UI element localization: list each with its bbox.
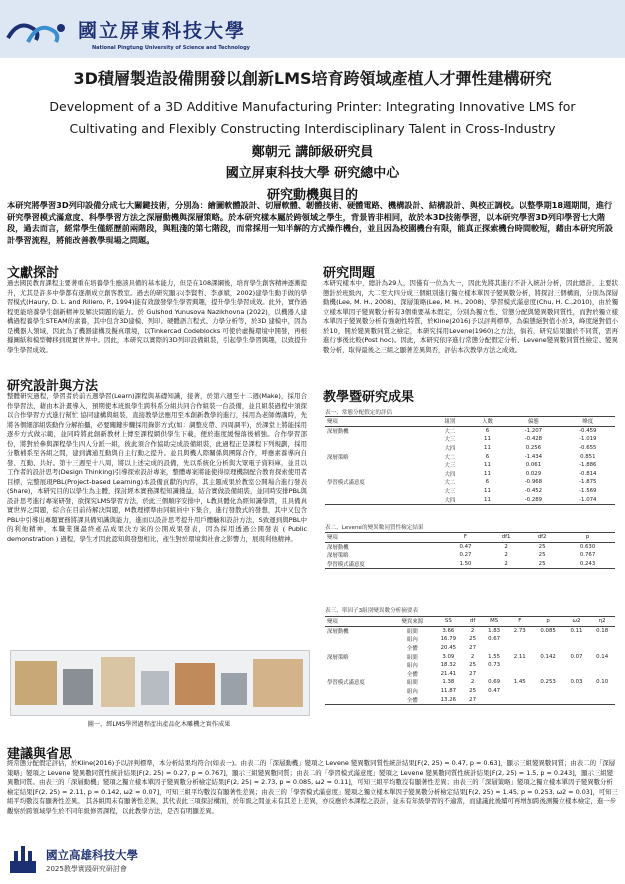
table-cell: 2 bbox=[470, 679, 475, 686]
table-cell: 11 bbox=[484, 436, 491, 443]
table-cell: 深層策略 bbox=[327, 454, 349, 461]
table-cell bbox=[564, 661, 590, 670]
motivation-heading: 研究動機與目的 bbox=[266, 188, 358, 203]
table-cell: -1.569 bbox=[579, 488, 597, 495]
methods-heading: 研究設計與方法 bbox=[7, 379, 99, 394]
table-row bbox=[325, 542, 615, 551]
table-cell bbox=[325, 687, 392, 696]
table-cell: 全體 bbox=[406, 646, 418, 653]
table-row bbox=[325, 452, 615, 461]
table-row bbox=[325, 626, 615, 635]
table-cell: 組間 bbox=[406, 680, 418, 687]
table-cell: 0.142 bbox=[540, 653, 556, 660]
table-cell bbox=[533, 695, 564, 704]
table-row bbox=[325, 661, 615, 670]
literature-heading: 文獻探討 bbox=[7, 266, 60, 281]
table3-header-cell: F bbox=[518, 618, 522, 625]
table-cell: 學習模式滿意度 bbox=[327, 680, 365, 687]
table-row bbox=[325, 478, 615, 487]
table-cell: 0.243 bbox=[579, 561, 596, 568]
table-cell bbox=[533, 644, 564, 653]
table-cell: 0.085 bbox=[540, 627, 556, 634]
table-cell: 組內 bbox=[406, 637, 418, 644]
table-cell: 0.03 bbox=[570, 679, 583, 686]
table-cell: 大三 bbox=[444, 489, 456, 496]
table-cell: 組間 bbox=[406, 628, 418, 635]
motivation-text: 本研究將學習3D列印設備分成七大關鍵技術，分別為：繪圖軟體設計、切層軟體、韌體技術、硬體電路、機構設計、結構設計、與校正調校。以整學期18週期間，進行研究學習模式滿意度、科學學習方法之深層動機與深層策略。於本研究樣本屬於跨領域之學生，背景皆非相同，故於本3D技術學習，以本研究學習3D列印學習七大階段，過去而言，經常學生僅經歷前兩階段，與粗淺的第七階段，而常採用一知半解的方式操作機台，並且因為校園機台有限，能真正探索機台時間較短，藉由本研究所設計學習流程，將能改善教學現場之問題。 bbox=[7, 200, 613, 245]
table-cell bbox=[507, 661, 533, 670]
table-cell: 3.66 bbox=[442, 627, 455, 634]
table-cell: 大四 bbox=[444, 497, 456, 504]
table-row bbox=[325, 551, 615, 560]
table-cell bbox=[481, 670, 507, 679]
table-cell: 0.851 bbox=[580, 453, 596, 460]
table-cell bbox=[533, 687, 564, 696]
table-cell: 0.630 bbox=[579, 543, 596, 550]
table-cell: 組內 bbox=[406, 689, 418, 696]
table-cell: -1.074 bbox=[579, 496, 597, 503]
table-cell: 16.79 bbox=[440, 636, 457, 643]
table-cell: -0.968 bbox=[524, 479, 543, 486]
table2-header-cell: df2 bbox=[537, 534, 547, 541]
table-row bbox=[325, 495, 615, 504]
table-cell: -1.207 bbox=[524, 427, 543, 434]
table-cell bbox=[533, 661, 564, 670]
table1-header-cell: 變項 bbox=[327, 419, 338, 426]
table-row bbox=[325, 435, 615, 444]
table-cell: 25 bbox=[469, 662, 477, 669]
figure-photo-product-collage bbox=[10, 650, 310, 716]
table-cell bbox=[325, 635, 392, 644]
footer-university-name: 國立高雄科技大學 bbox=[46, 848, 138, 862]
table-cell bbox=[533, 670, 564, 679]
table-cell: -0.814 bbox=[579, 470, 597, 477]
table-cell bbox=[589, 644, 615, 653]
table-cell: 2.73 bbox=[513, 627, 526, 634]
table-row bbox=[325, 560, 615, 569]
table-cell: 2 bbox=[504, 543, 508, 550]
table-cell: 大二 bbox=[444, 480, 456, 487]
table-row bbox=[325, 687, 615, 696]
table2-header-cell: F bbox=[463, 534, 468, 541]
table-cell: 0.253 bbox=[540, 679, 556, 686]
table-cell bbox=[589, 661, 615, 670]
table-cell bbox=[325, 487, 431, 496]
table-cell: 11 bbox=[484, 462, 491, 469]
table-cell: 27 bbox=[469, 670, 477, 677]
table-cell bbox=[589, 635, 615, 644]
table1-header-cell: 組別 bbox=[444, 419, 456, 426]
table3-header-cell: SS bbox=[444, 618, 452, 625]
normality-table bbox=[325, 416, 615, 505]
table-cell: 0.11 bbox=[570, 627, 583, 634]
table1-header-cell: 人數 bbox=[482, 419, 493, 426]
footer-university-logo-icon bbox=[8, 843, 38, 875]
table-cell: 0.27 bbox=[459, 552, 472, 559]
table-cell: 0.67 bbox=[488, 636, 501, 643]
table-cell: 2 bbox=[470, 653, 475, 660]
table-row bbox=[325, 670, 615, 679]
table-row bbox=[325, 635, 615, 644]
table-cell bbox=[507, 670, 533, 679]
table-cell: 深層策略 bbox=[327, 553, 349, 560]
table3-header-cell: p bbox=[546, 618, 550, 625]
table-row bbox=[325, 461, 615, 470]
table-row bbox=[325, 644, 615, 653]
table-cell bbox=[325, 470, 431, 479]
questions-text: 本研究樣本中，總計為29人，因僅有一位為大一，因此先將其進行不計入統計分析，因此總計，主要狀態針於班級內，大二至大四分成三個組別進行獨立樣本單因子變異數分析，將探討三個構面，分別為深層動機(Lee, M. H., 2008)、深層策略(Lee, M. H., 2008)、學習模式滿意度(Chu, H. C.,2010)，由於獨立樣本單因子變異數分析有3個重要基本假定，分別為獨立性、常態分配與變異數同質性，而對於獨立樣本單因子變異數分析有強韌性特質，於Kline(2016)予以評判標準，為偏態絕對值小於3，峰度絕對值小於10，開於變異數同質之檢定，本研究採用Levene(1960)之方法，倘若，研究結果顯於不同質，需再進行事後比較(Post hoc)。因此，本研究依序進行常態分配假定分析、Levene變異數同質性檢定、變異數分析，取得最後之三組之顯著差異與否，評估本次教學方法之成效。 bbox=[323, 279, 618, 354]
table1-header-cell: 峰度 bbox=[582, 419, 594, 426]
table-cell bbox=[325, 661, 392, 670]
table1-header-cell: 偏態 bbox=[528, 419, 539, 426]
table-cell: 25 bbox=[469, 636, 477, 643]
table-cell: -0.459 bbox=[579, 427, 597, 434]
table-cell: 0.73 bbox=[488, 662, 501, 669]
table-cell: 0.18 bbox=[596, 627, 609, 634]
table-cell: 深層策略 bbox=[327, 654, 349, 661]
table-cell: 18.32 bbox=[440, 662, 457, 669]
table-cell: 2 bbox=[504, 561, 508, 568]
poster-title-zh: 3D積層製造設備開發以創新LMS培育跨領域產植人才彈性建構研究 bbox=[73, 69, 552, 88]
table-cell: 大四 bbox=[444, 471, 456, 478]
table-cell: 大三 bbox=[444, 437, 456, 444]
table-cell: 21.41 bbox=[440, 670, 457, 677]
table-cell: -0.428 bbox=[524, 436, 543, 443]
table-cell: 25 bbox=[538, 543, 546, 550]
table-cell bbox=[325, 670, 392, 679]
table-cell: -0.452 bbox=[524, 488, 543, 495]
footer-conference: 2025教學實踐研究研討會 bbox=[46, 865, 127, 873]
methods-text: 整體研究過程，學習者於前五週學習(Learn)課程與基礎知識，接著，於第六週至十二週(Make)，採用合作學習法，藉由本計畫導入，預期使本班級學生跨科系分組共同合作組裝一台設備，並且組裝過程中須探以合作學習方式進行幫忙 協同建構與組裝，直接教學法應用至本創新教學的進行，採用為老師傳講時，先將各個細部組裝動作分解拍攝，必要關鍵步驟採用錄影方式(如：調整皮帶、四周調平)，於課堂上將能採用逐步方式做示範，並同時將此創新教材上傳至課程網供學生下載，便於進度緩慢落後補強。合作學習部份，將對於參與課程學生四人分派一組，彼此須合作協助完成設備組裝，此過程正是課程下列規劃，採用分數補系至各組之間，建到溝通互動與自主行動之提升。並且與機人際關係與團隊合作，呼應素養導向自發、互動、共好。第十三週至十八周，將以上述完成的設備，先以系統化分析與大眾電子資料庫，並且以工作者的設計思考(Design Thinking)引導探索設計專案，整體專案將能使得原理機制配合教育探索使用者目標，完整展現PBL(Project-based Learning)本設備貢獻的內容，其主題成果於教室公開場合進行發表(Share)，本研究目的以學生為主體，探討經本實務課程知識獲益，結合實做設備組裝，並同時安排PBL與設計思考進行專案研發，欲探究LMS學習方法，於此三個順序安排中，L教具體化為經知識學習，且具備真實世界之問題，綜合在目前待解決問題，M教理標準由同組員中下集合，進行發散式的發想，其中又包含PBL中引導出專題實務將課具備知識與能力，進而以設計思考提升用戶體驗和設計方法，S致運到與PBL中的利他精神，本職業獲最終產品成果決方案的公開成果發表，因為採用透過公開發表 ( Public demonstration ) 過程，學生才因此認知與發想相比，產生對於環境與社會之影響力，展現利他精神。 bbox=[7, 392, 307, 543]
table-cell bbox=[325, 461, 431, 470]
literature-text: 過去國民教育課程主要著重在培養學生應該具備的基本能力，但是在108課綱後，培育學生創客精神逐漸提升，尤其是許多中學都有逐漸成立創客教室。過去的研究顯示(李賢哲、李彥斌，2002)建學生動手做的學習模式(Haury, D. L. and Rillero, P., 1994)能有效激發學生學習興趣，提升學生學習成效。此外，實作過程更能培養學生創新精神及解決問題的能力。於 Gulshod Yunusova Nazikhovna (2022)，以機器人建構過程養學生STEAM的素養，其中包含3D建模、列印、硬體語言程式、力學分析等，於3D 建模中，因為是機器人領域，因此為了機器建構及擬真環境，以Tinkercad Codeblocks 可使於虛擬環境中開發，再根據圖紙和模型轉移到現實世界中。因此，本研究以實際的3D列印設備組裝，引起學生學習興趣，以致提升學生學習成效。 bbox=[7, 279, 307, 354]
table-cell bbox=[507, 644, 533, 653]
table-row bbox=[325, 678, 615, 687]
table-cell bbox=[533, 635, 564, 644]
table-cell: 27 bbox=[469, 645, 477, 652]
table-cell bbox=[589, 695, 615, 704]
table-cell: 大二 bbox=[444, 428, 456, 435]
table-row bbox=[325, 426, 615, 435]
table-cell: 25 bbox=[469, 688, 477, 695]
table-row bbox=[325, 444, 615, 453]
table3-caption: 表三、單因子3組別變異數分析摘要表 bbox=[325, 608, 419, 614]
table2-header-cell: 變項 bbox=[327, 535, 338, 542]
table-cell bbox=[325, 435, 431, 444]
table-cell: 25 bbox=[538, 552, 546, 559]
table-cell: -1.886 bbox=[579, 462, 597, 469]
header-university-english: National Pingtung University of Science and Technology bbox=[92, 45, 250, 51]
table3-header-cell: η2 bbox=[598, 618, 606, 625]
table-cell bbox=[507, 635, 533, 644]
table-cell: 全體 bbox=[406, 671, 418, 678]
table-cell bbox=[564, 695, 590, 704]
table-cell: 1.38 bbox=[442, 679, 455, 686]
poster-title-en-line1: Development of a 3D Additive Manufacturing Printer: Integrating Innovative LMS for bbox=[49, 99, 576, 114]
figure-caption: 圖一、經LMS學習過程產出產品化木雕機之實作成果 bbox=[87, 721, 231, 728]
table-cell bbox=[564, 670, 590, 679]
table-cell bbox=[507, 687, 533, 696]
table-cell: 11 bbox=[484, 488, 491, 495]
table-row bbox=[325, 652, 615, 661]
table-cell: -1.434 bbox=[524, 453, 543, 460]
table-cell: 2 bbox=[470, 627, 475, 634]
table-cell bbox=[481, 644, 507, 653]
table-cell: 0.69 bbox=[488, 679, 501, 686]
table-cell: 1.83 bbox=[488, 627, 501, 634]
results-heading: 教學暨研究成果 bbox=[323, 390, 415, 405]
table-cell: 0.767 bbox=[579, 552, 596, 559]
table-cell bbox=[564, 635, 590, 644]
table-cell: 6 bbox=[485, 453, 490, 460]
table-cell: 學習模式滿意度 bbox=[327, 562, 365, 569]
table-cell: 全體 bbox=[406, 697, 418, 704]
table-cell bbox=[325, 444, 431, 453]
table-cell: 20.45 bbox=[440, 645, 457, 652]
table-cell: -1.875 bbox=[579, 479, 597, 486]
table-cell: 0.10 bbox=[596, 679, 609, 686]
suggestions-heading: 建議與省思 bbox=[7, 747, 73, 762]
table-cell bbox=[564, 644, 590, 653]
questions-heading: 研究問題 bbox=[323, 266, 376, 281]
table2-header-cell: df1 bbox=[501, 534, 511, 541]
table-cell: 6 bbox=[485, 427, 490, 434]
table3-header-cell: 變異來源 bbox=[401, 619, 424, 626]
poster-author: 鄭朝元 講師級研究員 bbox=[251, 145, 374, 160]
table-cell: 1.50 bbox=[459, 561, 472, 568]
table-row bbox=[325, 695, 615, 704]
table-cell: 25 bbox=[538, 561, 546, 568]
table-cell: 2 bbox=[504, 552, 508, 559]
table-cell bbox=[589, 670, 615, 679]
table-cell: 11 bbox=[484, 470, 491, 477]
table-cell: 6 bbox=[485, 479, 490, 486]
table-cell: 0.47 bbox=[488, 688, 501, 695]
table-cell: 1.45 bbox=[513, 679, 526, 686]
table-cell: -0.655 bbox=[579, 445, 597, 452]
table-cell: 深層動機 bbox=[327, 428, 349, 435]
table3-header-cell: MS bbox=[490, 618, 499, 625]
table-cell: 組內 bbox=[406, 663, 418, 670]
table-cell: 大四 bbox=[444, 446, 456, 453]
table-cell: 大三 bbox=[444, 463, 456, 470]
table-cell: 3.09 bbox=[442, 653, 455, 660]
table-cell bbox=[589, 687, 615, 696]
table-cell: 11.87 bbox=[440, 688, 457, 695]
table-cell: 學習模式滿意度 bbox=[327, 480, 365, 487]
table-cell: 27 bbox=[469, 696, 477, 703]
table-cell bbox=[325, 695, 392, 704]
table-row bbox=[325, 470, 615, 479]
table-cell: 0.07 bbox=[570, 653, 583, 660]
poster-institution: 國立屏東科技大學 研究總中心 bbox=[225, 166, 400, 181]
table3-header-cell: ω2 bbox=[572, 618, 581, 625]
table2-header-cell: p bbox=[585, 534, 590, 541]
poster-title-en-line2: Cultivating and Flexibly Constructing Interdisciplinary Talent in Cross-Industry bbox=[69, 121, 556, 136]
table-cell: -0.289 bbox=[524, 496, 543, 503]
table-cell: 0.47 bbox=[459, 543, 472, 550]
anova-table bbox=[325, 616, 615, 705]
table3-header-cell: 變項 bbox=[327, 619, 338, 626]
table-cell: -1.019 bbox=[579, 436, 597, 443]
table-cell: 13.26 bbox=[440, 696, 457, 703]
table-cell: 2.11 bbox=[513, 653, 526, 660]
table-cell: 0.14 bbox=[596, 653, 609, 660]
table3-header-cell: df bbox=[469, 618, 476, 625]
table-cell: 深層動機 bbox=[327, 544, 349, 551]
university-logo-icon bbox=[6, 16, 68, 46]
table-cell: 11 bbox=[484, 496, 491, 503]
levene-table bbox=[325, 532, 615, 569]
header-university-name: 國立屏東科技大學 bbox=[78, 20, 247, 42]
table-cell: 組間 bbox=[406, 654, 418, 661]
table-cell: 大二 bbox=[444, 454, 456, 461]
table-cell: 深層動機 bbox=[327, 628, 349, 635]
table-row bbox=[325, 487, 615, 496]
table2-caption: 表二、Levene的變異數同質性檢定結果 bbox=[325, 525, 424, 531]
table-cell: 11 bbox=[484, 445, 491, 452]
table-cell bbox=[325, 495, 431, 504]
suggestions-text: 經常態分配假定評估，於Kline(2016)予以評判標準，本分析結果均符合(如表一)。由表二的「深層動機」變項之 Levene 變異數同質性統計結果[F(2, 25) = 0.47, p = 0.63]，顯示三組變異數同質；由表二的「深層策略」變項之 Levene 變異數同質性統計結果[F(2, 25) = 0.27, p = 0.767]，顯示三組變異數同質；由表二的「學習模式滿意度」變項之 Levene 變異數同質性統計結果[F(2, 25) = 1.5, p = 0.243]，顯示三組變異數同質。由表三的「深層動機」變項之獨立樣本單因子變異數分析檢定結果[F(2, 25) = 2.73, p = 0.085, ω2 = 0.11]，可知三組平均數沒有顯著性差異；由表三的「深層策略」變項之獨立樣本單因子變異數分析檢定結果[F(2, 25) = 2.11, p = 0.142, ω2 = 0.07]，可知三組平均數沒有顯著性差異；由表三的「學習模式滿意度」變項之獨立樣本單因子變異數分析檢定結果[F(2, 25) = 1.45, p = 0.253, ω2 = 0.03]，可知三組平均數沒有顯著性差異。 其各組間未有顯著性差異，其代表此三項探討構面，於年級之間並未有其差上差異，亦反應於本課程之設計，並未有年級學習的不適當，而建議此後續可再增加跨後測獨立樣本檢定，進一步觀察於跨領域學生於不同年級修習課程，以此教學方法，是否有明顯差異。 bbox=[7, 759, 618, 815]
table-cell: 0.061 bbox=[525, 462, 542, 469]
table-cell: 1.55 bbox=[488, 653, 501, 660]
table-cell bbox=[481, 695, 507, 704]
table-cell: 0.029 bbox=[525, 470, 542, 477]
table-cell bbox=[564, 687, 590, 696]
table-cell bbox=[507, 695, 533, 704]
table1-caption: 表一、常態分配假定的評估 bbox=[325, 410, 393, 416]
table-cell: 0.256 bbox=[525, 445, 542, 452]
table-cell bbox=[325, 644, 392, 653]
